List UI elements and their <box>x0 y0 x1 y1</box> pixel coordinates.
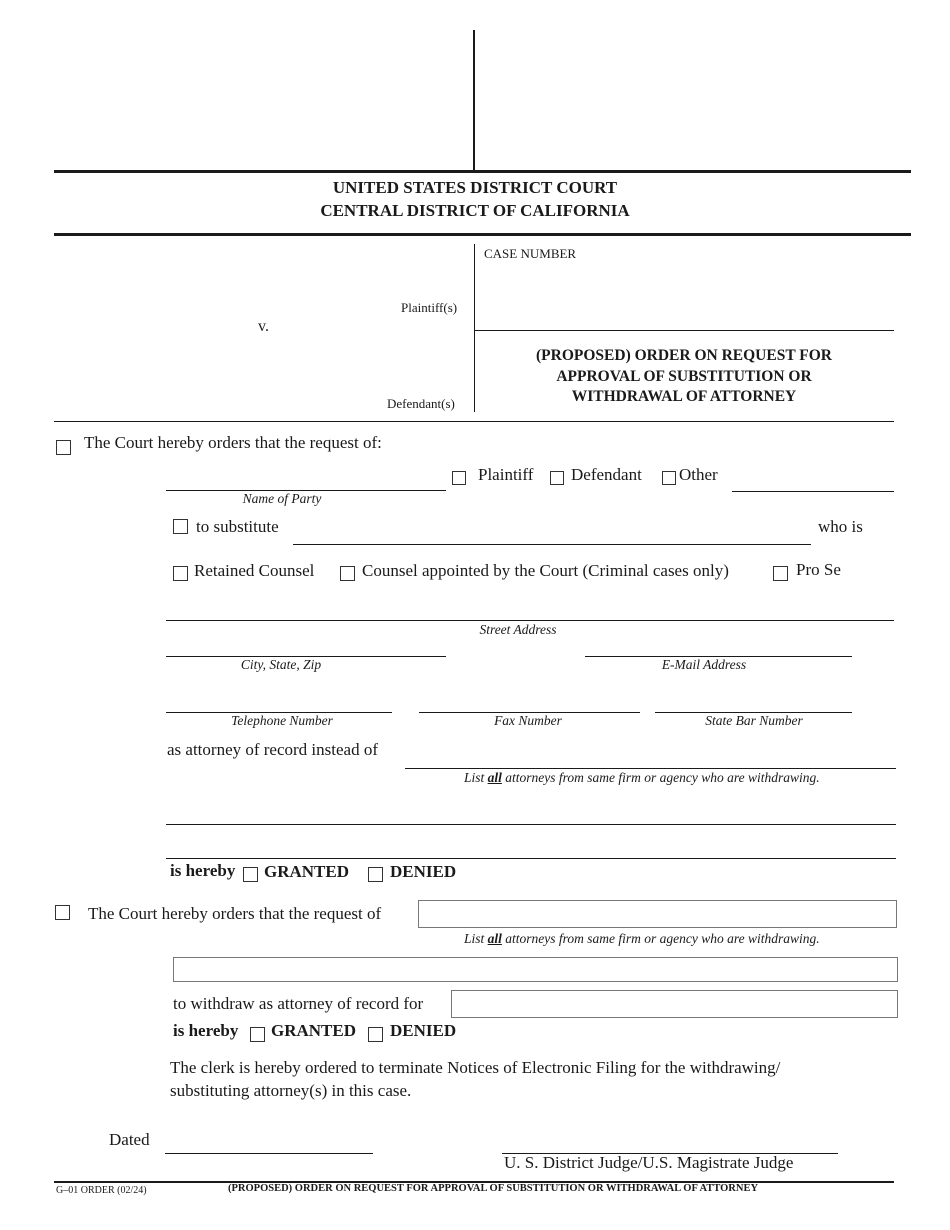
defendant-checkbox[interactable] <box>550 471 564 485</box>
withdraw-for-field[interactable] <box>451 990 898 1018</box>
section2-attorneys-field[interactable] <box>173 957 898 982</box>
name-of-party-label: Name of Party <box>242 491 322 506</box>
caption-bottom-rule <box>54 421 894 422</box>
list-all-note-2 <box>464 931 820 947</box>
header-top-rule <box>54 170 911 173</box>
case-number-underline <box>474 330 894 331</box>
denied-label-2: DENIED <box>390 1021 457 1040</box>
denied-label-1: DENIED <box>390 862 457 881</box>
order-title-line2: APPROVAL OF SUBSTITUTION OR <box>556 367 812 385</box>
retained-counsel-checkbox[interactable] <box>173 566 188 581</box>
list-all-pre-2: List <box>464 931 488 946</box>
case-number-label: CASE NUMBER <box>484 246 577 261</box>
list-all-emph-1: all <box>487 770 502 785</box>
denied-checkbox-2[interactable] <box>368 1027 383 1042</box>
top-divider-vertical <box>473 30 475 171</box>
granted-checkbox-1[interactable] <box>243 867 258 882</box>
other-checkbox[interactable] <box>662 471 676 485</box>
section2-intro: The Court hereby orders that the request of <box>88 904 382 923</box>
denied-checkbox-1[interactable] <box>368 867 383 882</box>
clerk-order-text <box>170 1056 780 1102</box>
clerk-line1: The clerk is hereby ordered to terminate Notices of Electronic Filing for the withdrawing/ <box>170 1058 781 1077</box>
appointed-counsel-label: Counsel appointed by the Court (Criminal cases only) <box>362 561 729 580</box>
section2-checkbox[interactable] <box>55 905 70 920</box>
order-title <box>474 346 894 408</box>
form-id: G–01 ORDER (02/24) <box>56 1185 147 1196</box>
list-all-pre-1: List <box>464 770 488 785</box>
section1-intro: The Court hereby orders that the request of: <box>84 433 382 452</box>
street-address-label: Street Address <box>479 622 557 637</box>
street-address-line <box>166 620 894 621</box>
instead-of-label: as attorney of record instead of <box>167 740 378 759</box>
pro-se-checkbox[interactable] <box>773 566 788 581</box>
pro-se-label: Pro Se <box>796 560 841 579</box>
list-all-note-1 <box>464 770 820 786</box>
withdrawing-attorneys-line-1 <box>166 824 896 825</box>
granted-label-1: GRANTED <box>264 862 350 881</box>
plaintiff-option-label: Plaintiff <box>478 465 534 484</box>
date-line <box>165 1153 373 1154</box>
granted-checkbox-2[interactable] <box>250 1027 265 1042</box>
plaintiff-label: Plaintiff(s) <box>401 300 458 315</box>
list-all-post-1: attorneys from same firm or agency who are withdrawing. <box>501 770 820 785</box>
judge-title: U. S. District Judge/U.S. Magistrate Judge <box>504 1153 794 1172</box>
state-bar-label: State Bar Number <box>705 713 803 728</box>
order-title-line3: WITHDRAWAL OF ATTORNEY <box>571 388 797 405</box>
is-hereby-label-2: is hereby <box>173 1021 239 1040</box>
to-substitute-checkbox[interactable] <box>173 519 188 534</box>
defendant-option-label: Defendant <box>571 465 642 484</box>
court-line1: UNITED STATES DISTRICT COURT <box>332 178 618 197</box>
other-line <box>732 491 894 492</box>
court-line2: CENTRAL DISTRICT OF CALIFORNIA <box>320 201 630 220</box>
section2-request-field[interactable] <box>418 900 897 928</box>
list-all-post-2: attorneys from same firm or agency who are withdrawing. <box>501 931 820 946</box>
who-is-label: who is <box>818 517 863 536</box>
case-number-field[interactable] <box>480 272 894 326</box>
versus: v. <box>258 318 269 335</box>
section1-checkbox[interactable] <box>56 440 71 455</box>
is-hereby-label-1: is hereby <box>170 861 236 880</box>
retained-counsel-label: Retained Counsel <box>194 561 315 580</box>
substitute-name-line <box>293 544 811 545</box>
city-label: City, State, Zip <box>240 657 322 672</box>
withdrawing-attorneys-line-2 <box>166 858 896 859</box>
appointed-counsel-checkbox[interactable] <box>340 566 355 581</box>
granted-label-2: GRANTED <box>271 1021 357 1040</box>
defendant-label: Defendant(s) <box>387 396 455 411</box>
clerk-line2: substituting attorney(s) in this case. <box>170 1081 412 1100</box>
instead-of-line <box>405 768 896 769</box>
dated-label: Dated <box>109 1130 150 1149</box>
telephone-label: Telephone Number <box>231 713 333 728</box>
withdraw-label: to withdraw as attorney of record for <box>173 994 424 1013</box>
order-title-line1: (PROPOSED) ORDER ON REQUEST FOR <box>536 347 832 364</box>
plaintiff-checkbox[interactable] <box>452 471 466 485</box>
court-name <box>54 176 896 222</box>
other-option-label: Other <box>679 465 718 484</box>
email-label: E-Mail Address <box>661 657 747 672</box>
fax-label: Fax Number <box>494 713 562 728</box>
footer-form-title: (PROPOSED) ORDER ON REQUEST FOR APPROVAL OF SUBSTITUTION OR WITHDRAWAL OF ATTORNEY <box>228 1183 759 1194</box>
to-substitute-label: to substitute <box>196 517 279 536</box>
list-all-emph-2: all <box>487 931 502 946</box>
header-bottom-rule <box>54 233 911 236</box>
